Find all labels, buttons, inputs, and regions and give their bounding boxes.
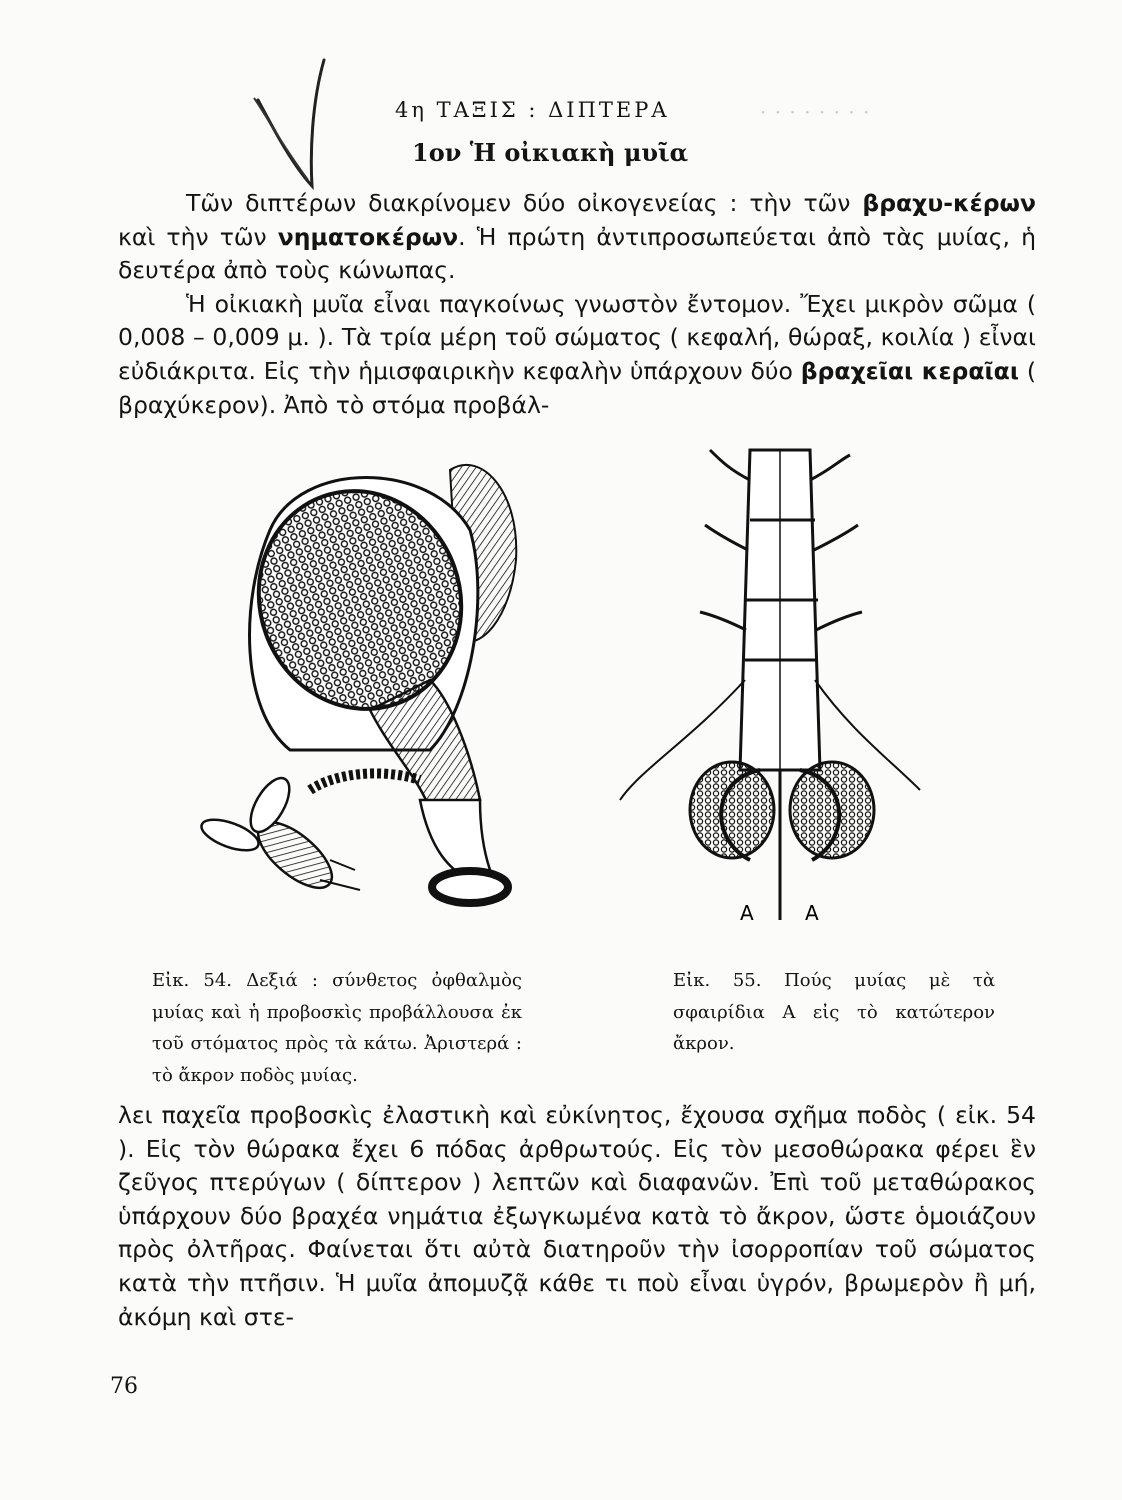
section-name: ΤΑΞΙΣ : ΔΙΠΤΕΡΑ (426, 98, 670, 122)
paragraph-families: Τῶν διπτέρων διακρίνομεν δύο οἰκογενείας : τὴν τῶν βραχυ-κέρων καὶ τὴν τῶν νηματοκέρων. Ἡ πρώτη ἀντιπροσωπεύεται ἀπὸ τὰς μυίας, ἡ δευτέρα ἀπὸ τοὺς κώνωπας. (118, 189, 1036, 285)
term-brachycera: βραχυ-κέρων (862, 189, 1036, 217)
term-short-antennae: βραχεῖαι κεραῖαι (800, 356, 1019, 385)
term-nematocera: νηματοκέρων (277, 222, 459, 251)
figure-54-caption: Εἰκ. 54. Δεξιά : σύνθετος ὀφθαλμὸς μυίας καὶ ἡ προβοσκὶς προβάλλουσα ἐκ τοῦ στόματος πρὸς τὰ κάτω. Ἀριστερά : τὸ ἄκρον ποδὸς μυίας. (152, 970, 522, 1086)
paragraph-continuation: λει παχεῖα προβοσκὶς ἐλαστικὴ καὶ εὐκίνητος, ἔχουσα σχῆμα ποδὸς ( εἰκ. 54 ). Εἰς τὸν θώρακα ἔχει 6 πόδας ἀρθρωτούς. Εἰς τὸν μεσοθώρακα φέρει ἓν ζεῦγος πτερύγων ( δίπτερον ) λεπτῶν καὶ διαφανῶν. Ἐπὶ τοῦ μεταθώρακος ὑπάρχουν δύο βραχέα νημάτια ἐξωγκωμένα κατὰ τὸ ἄκρον, ὥστε ὁμοιάζουν πρὸς ὀλτῆρας. Φαίνεται ὅτι αὐτὰ διατηροῦν τὴν ἰσορροπίαν τοῦ σώματος κατὰ τὴν πτῆσιν. Ἡ μυῖα ἀπομυζᾷ κάθε τι ποὺ εἶναι ὑγρόν, βρωμερὸν ἢ μή, ἀκόμη καὶ στε- (118, 1101, 1036, 1331)
figure-54-illustration (180, 450, 560, 930)
figure-55-label-a-left: Α (740, 901, 754, 925)
bleed-through-text: · · · · · · · · (760, 100, 871, 124)
article-title: 1ον Ἡ οἰκιακὴ μυῖα (412, 138, 689, 167)
section-number: 4η (395, 98, 427, 122)
continuation-text (118, 1099, 1036, 1334)
intro-text (118, 187, 1036, 422)
figure-55-caption: Εἰκ. 55. Πούς μυίας μὲ τὰ σφαιρίδια Α εἰς τὸ κατώτερον ἄκρον. (673, 970, 995, 1054)
page-number: 76 (110, 1374, 138, 1399)
paragraph-housefly: Ἡ οἰκιακὴ μυῖα εἶναι παγκοίνως γνωστὸν ἔντομον. Ἔχει μικρὸν σῶμα ( 0,008 – 0,009 μ. ). Τὰ τρία μέρη τοῦ σώματος ( κεφαλή, θώραξ, κοιλία ) εἶναι εὐδιάκριτα. Εἰς τὴν ἡμισφαιρικὴν κεφαλὴν ὑπάρχουν δύο βραχεῖαι κεραῖαι ( βραχύκερον). Ἀπὸ τὸ στόμα προβάλ- (118, 289, 1037, 419)
handwritten-check-mark (250, 52, 330, 192)
section-heading (395, 98, 670, 122)
figure-55-illustration (600, 440, 940, 930)
figure-55-label-a-right: Α (805, 901, 819, 925)
